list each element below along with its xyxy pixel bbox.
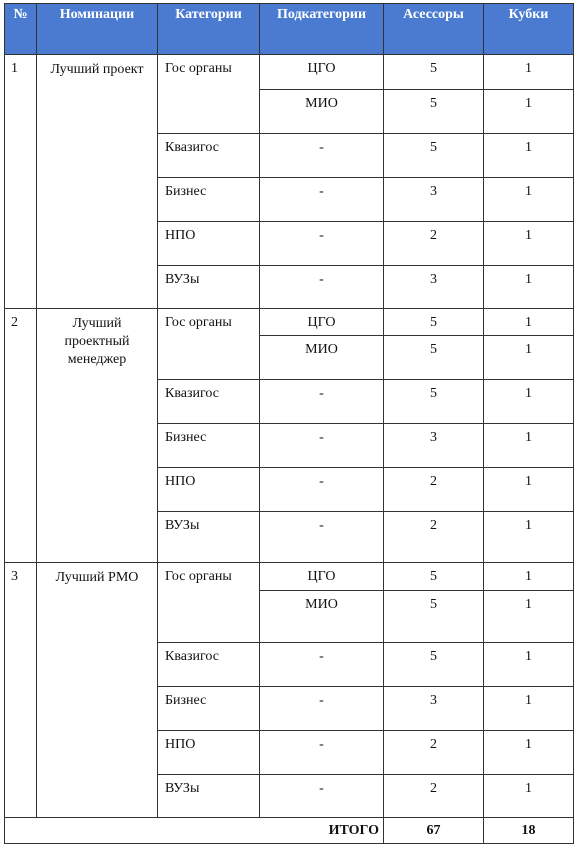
assessors-cell: 3	[384, 178, 484, 222]
subcategory-cell: ЦГО	[260, 55, 384, 90]
subcategory-cell: -	[260, 134, 384, 178]
table-row	[5, 563, 574, 591]
assessors-cell: 5	[384, 591, 484, 643]
cups-cell: 1	[484, 424, 574, 468]
assessors-cell: 5	[384, 643, 484, 687]
assessors-cell: 2	[384, 775, 484, 818]
cups-cell: 1	[484, 512, 574, 563]
table-row	[5, 55, 574, 90]
assessors-cell: 2	[384, 731, 484, 775]
assessors-cell: 2	[384, 468, 484, 512]
row-number: 2	[5, 309, 37, 563]
cups-cell: 1	[484, 468, 574, 512]
assessors-cell: 5	[384, 134, 484, 178]
category-cell: Гос органы	[158, 55, 260, 134]
cups-cell: 1	[484, 591, 574, 643]
header-assessors: Асессоры	[384, 4, 484, 55]
cups-cell: 1	[484, 731, 574, 775]
header-row	[5, 4, 574, 55]
subcategory-cell: -	[260, 178, 384, 222]
table-row	[5, 309, 574, 336]
subcategory-cell: -	[260, 731, 384, 775]
subcategory-cell: -	[260, 424, 384, 468]
subcategory-cell: -	[260, 222, 384, 266]
category-cell: Бизнес	[158, 424, 260, 468]
subcategory-cell: -	[260, 380, 384, 424]
subcategory-cell: ЦГО	[260, 309, 384, 336]
subcategory-cell: -	[260, 643, 384, 687]
cups-cell: 1	[484, 134, 574, 178]
cups-cell: 1	[484, 380, 574, 424]
header-subcategories: Подкатегории	[260, 4, 384, 55]
assessors-cell: 3	[384, 266, 484, 309]
subcategory-cell: МИО	[260, 336, 384, 380]
nomination-name: Лучший проект	[37, 55, 158, 309]
subcategory-cell: -	[260, 775, 384, 818]
cups-cell: 1	[484, 90, 574, 134]
cups-cell: 1	[484, 336, 574, 380]
assessors-cell: 3	[384, 687, 484, 731]
subcategory-cell: МИО	[260, 591, 384, 643]
cups-cell: 1	[484, 178, 574, 222]
assessors-cell: 5	[384, 90, 484, 134]
assessors-cell: 5	[384, 55, 484, 90]
cups-cell: 1	[484, 309, 574, 336]
nominations-table	[4, 3, 574, 844]
header-num: №	[5, 4, 37, 55]
header-cups: Кубки	[484, 4, 574, 55]
total-assessors: 67	[384, 818, 484, 844]
category-cell: НПО	[158, 222, 260, 266]
row-number: 3	[5, 563, 37, 818]
subcategory-cell: МИО	[260, 90, 384, 134]
category-cell: Квазигос	[158, 380, 260, 424]
subcategory-cell: -	[260, 512, 384, 563]
category-cell: Квазигос	[158, 643, 260, 687]
category-cell: Гос органы	[158, 309, 260, 380]
cups-cell: 1	[484, 563, 574, 591]
assessors-cell: 5	[384, 563, 484, 591]
cups-cell: 1	[484, 55, 574, 90]
category-cell: НПО	[158, 731, 260, 775]
assessors-cell: 5	[384, 336, 484, 380]
assessors-cell: 5	[384, 380, 484, 424]
subcategory-cell: -	[260, 687, 384, 731]
nomination-name: Лучший РМО	[37, 563, 158, 818]
category-cell: Гос органы	[158, 563, 260, 643]
subcategory-cell: -	[260, 468, 384, 512]
subcategory-cell: ЦГО	[260, 563, 384, 591]
category-cell: Бизнес	[158, 687, 260, 731]
total-label: ИТОГО	[5, 818, 384, 844]
cups-cell: 1	[484, 266, 574, 309]
header-categories: Категории	[158, 4, 260, 55]
assessors-cell: 2	[384, 222, 484, 266]
subcategory-cell: -	[260, 266, 384, 309]
category-cell: Квазигос	[158, 134, 260, 178]
header-nominations: Номинации	[37, 4, 158, 55]
category-cell: ВУЗы	[158, 512, 260, 563]
total-row	[5, 818, 574, 844]
nomination-name: Лучший проектный менеджер	[37, 309, 158, 563]
category-cell: ВУЗы	[158, 266, 260, 309]
category-cell: ВУЗы	[158, 775, 260, 818]
row-number: 1	[5, 55, 37, 309]
cups-cell: 1	[484, 643, 574, 687]
cups-cell: 1	[484, 222, 574, 266]
cups-cell: 1	[484, 687, 574, 731]
table-body	[5, 55, 574, 818]
assessors-cell: 2	[384, 512, 484, 563]
cups-cell: 1	[484, 775, 574, 818]
category-cell: НПО	[158, 468, 260, 512]
assessors-cell: 5	[384, 309, 484, 336]
total-cups: 18	[484, 818, 574, 844]
assessors-cell: 3	[384, 424, 484, 468]
category-cell: Бизнес	[158, 178, 260, 222]
